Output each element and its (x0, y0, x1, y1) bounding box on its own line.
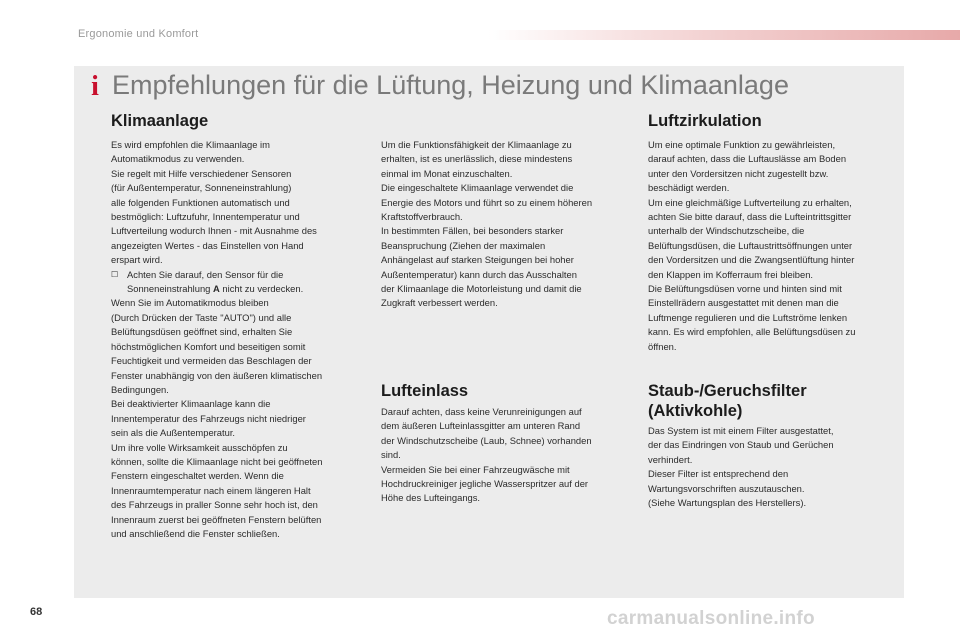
text-line: Dieser Filter ist entsprechend den (648, 468, 789, 480)
text-line: Belüftungsdüsen, die Luftaustrittsöffnungen unter (648, 239, 853, 251)
text-line: Höhe des Lufteingangs. (381, 492, 481, 504)
text-line: den Klappen im Kofferraum frei bleiben. (648, 268, 814, 280)
text-line: Luftmenge regulieren und die Luftströme lenken (648, 311, 848, 323)
page-number: 68 (30, 606, 43, 618)
text-line: Wenn Sie im Automatikmodus bleiben (111, 297, 269, 309)
text-line: darauf achten, dass die Luftauslässe am Boden (648, 153, 847, 165)
text-line: und anschließend die Fenster schließen. (111, 527, 280, 539)
text-line: Energie des Motors und führt so zu einem höheren (381, 196, 593, 208)
text-line: Wartungsvorschriften auszutauschen. (648, 482, 805, 494)
staubfilter-text (648, 424, 898, 510)
luftzirkulation-text (648, 138, 898, 354)
text-line: Die eingeschaltete Klimaanlage verwendet die (381, 182, 574, 194)
text-line: alle folgenden Funktionen automatisch und (111, 196, 290, 208)
text-line: kann. Es wird empfohlen, alle Belüftungsdüsen zu (648, 326, 856, 338)
text-line: Fenstern eingeschaltet werden. Wenn die (111, 470, 284, 482)
text-line: höchstmöglichen Komfort und beseitigen somit (111, 340, 306, 352)
text-line: der Klimaanlage die Motorleistung und damit die (381, 283, 582, 295)
text-line: beschädigt werden. (648, 182, 730, 194)
text-line: einmal im Monat einzuschalten. (381, 167, 513, 179)
heading-staubfilter-line2: (Aktivkohle) (648, 402, 743, 420)
text-line: bestmöglich: Luftzufuhr, Innentemperatur und (111, 211, 300, 223)
watermark: carmanualsonline.info (607, 608, 815, 629)
text-line: Einstellrädern ausgestattet mit denen man die (648, 297, 839, 309)
info-icon: i (91, 71, 99, 102)
text-line: Es wird empfohlen die Klimaanlage im (111, 139, 270, 150)
text-line: Innenraumtemperatur nach einem längeren Halt (111, 484, 311, 496)
heading-staubfilter (648, 381, 807, 421)
text-line: Sie regelt mit Hilfe verschiedener Sensoren (111, 167, 292, 179)
klimaanlage-lines-a (111, 138, 361, 268)
sensor-bullet (111, 268, 361, 297)
text-line: den Vordersitzen und die Zwangsentlüftung hinter (648, 254, 855, 266)
text-line: Bei deaktivierter Klimaanlage kann die (111, 398, 271, 410)
text-line: der Windschutzscheibe (Laub, Schnee) vorhanden (381, 434, 592, 446)
klimaanlage-text (111, 138, 361, 541)
text-line: sein als die Außentemperatur. (111, 427, 236, 439)
lufteinlass-text (381, 405, 631, 506)
text-line: Kraftstoffverbrauch. (381, 211, 463, 223)
bullet-line-2-post: nicht zu verdecken. (219, 283, 304, 295)
text-line: Belüftungsdüsen geöffnet sind, erhalten Sie (111, 326, 293, 338)
text-line: (Siehe Wartungsplan des Herstellers). (648, 497, 807, 509)
text-line: Um ihre volle Wirksamkeit ausschöpfen zu (111, 441, 288, 453)
text-line: können, sollte die Klimaanlage nicht bei geöffneten (111, 455, 323, 467)
text-line: (für Außentemperatur, Sonneneinstrahlung) (111, 182, 292, 194)
klimaanlage-lines-b (111, 296, 361, 541)
text-line: Hochdruckreiniger jegliche Wasserspritzer auf der (381, 478, 589, 490)
bullet-marker-icon: ☐ (111, 269, 119, 279)
text-line: dem äußeren Lufteinlassgitter am unteren Rand (381, 420, 581, 432)
text-line: Anhängelast auf starken Steigungen bei hoher (381, 254, 574, 266)
text-line: öffnen. (648, 340, 677, 352)
text-line: verhindert. (648, 453, 693, 465)
text-line: Beanspruchung (Ziehen der maximalen (381, 239, 546, 251)
page-title: Empfehlungen für die Lüftung, Heizung und Klimaanlage (112, 70, 789, 100)
text-line: Innentemperatur des Fahrzeugs nicht niedriger (111, 412, 306, 424)
text-line: Außentemperatur) kann durch das Ausschalten (381, 268, 577, 280)
text-line: angezeigten Wertes - das Einstellen von Hand (111, 239, 304, 251)
text-line: unter den Vordersitzen nicht zugestellt bzw. (648, 167, 829, 179)
text-line: Bedingungen. (111, 383, 169, 395)
text-line: achten Sie bitte darauf, dass die Lufteintrittsgitter (648, 211, 852, 223)
col2-intro-text (381, 138, 631, 311)
text-line: Vermeiden Sie bei einer Fahrzeugwäsche mit (381, 463, 570, 475)
text-line: des Fahrzeugs in praller Sonne sehr hoch ist, den (111, 499, 318, 511)
bullet-line-1: Achten Sie darauf, den Sensor für die (127, 268, 284, 280)
text-line: Luftverteilung wodurch Ihnen - mit Ausnahme des (111, 225, 317, 237)
section-header: Ergonomie und Komfort (78, 28, 199, 40)
heading-staubfilter-line1: Staub-/Geruchsfilter (648, 382, 807, 400)
text-line: In bestimmten Fällen, bei besonders starker (381, 225, 564, 237)
text-line: Um die Funktionsfähigkeit der Klimaanlage zu (381, 139, 572, 150)
text-line: unterhalb der Windschutzscheibe, die (648, 225, 805, 237)
heading-luftzirkulation: Luftzirkulation (648, 112, 762, 130)
text-line: Automatikmodus zu verwenden. (111, 153, 245, 165)
text-line: Die Belüftungsdüsen vorne und hinten sind mit (648, 283, 842, 295)
text-line: (Durch Drücken der Taste "AUTO") und alle (111, 311, 292, 323)
text-line: Innenraum zuerst bei geöffneten Fenstern belüften (111, 513, 322, 525)
text-line: der das Eindringen von Staub und Gerüchen (648, 439, 834, 451)
bullet-line-2-pre: Sonneneinstrahlung (127, 283, 214, 295)
heading-lufteinlass: Lufteinlass (381, 382, 469, 400)
text-line: Um eine optimale Funktion zu gewährleisten, (648, 139, 836, 150)
header-accent-bar (488, 30, 960, 40)
text-line: sind. (381, 449, 401, 461)
text-line: Um eine gleichmäßige Luftverteilung zu erhalten, (648, 196, 852, 208)
text-line: Zugkraft verbessert werden. (381, 297, 498, 309)
heading-klimaanlage: Klimaanlage (111, 112, 209, 130)
bullet-line-2-bold: A (213, 283, 220, 295)
text-line: Fenster unabhängig von den äußeren klimatischen (111, 369, 323, 381)
text-line: Darauf achten, dass keine Verunreinigungen auf (381, 406, 582, 417)
text-line: erhalten, ist es unerlässlich, diese mindestens (381, 153, 573, 165)
text-line: Das System ist mit einem Filter ausgestattet, (648, 425, 834, 436)
text-line: Feuchtigkeit und vermeiden das Beschlagen der (111, 355, 312, 367)
text-line: erspart wird. (111, 254, 163, 266)
